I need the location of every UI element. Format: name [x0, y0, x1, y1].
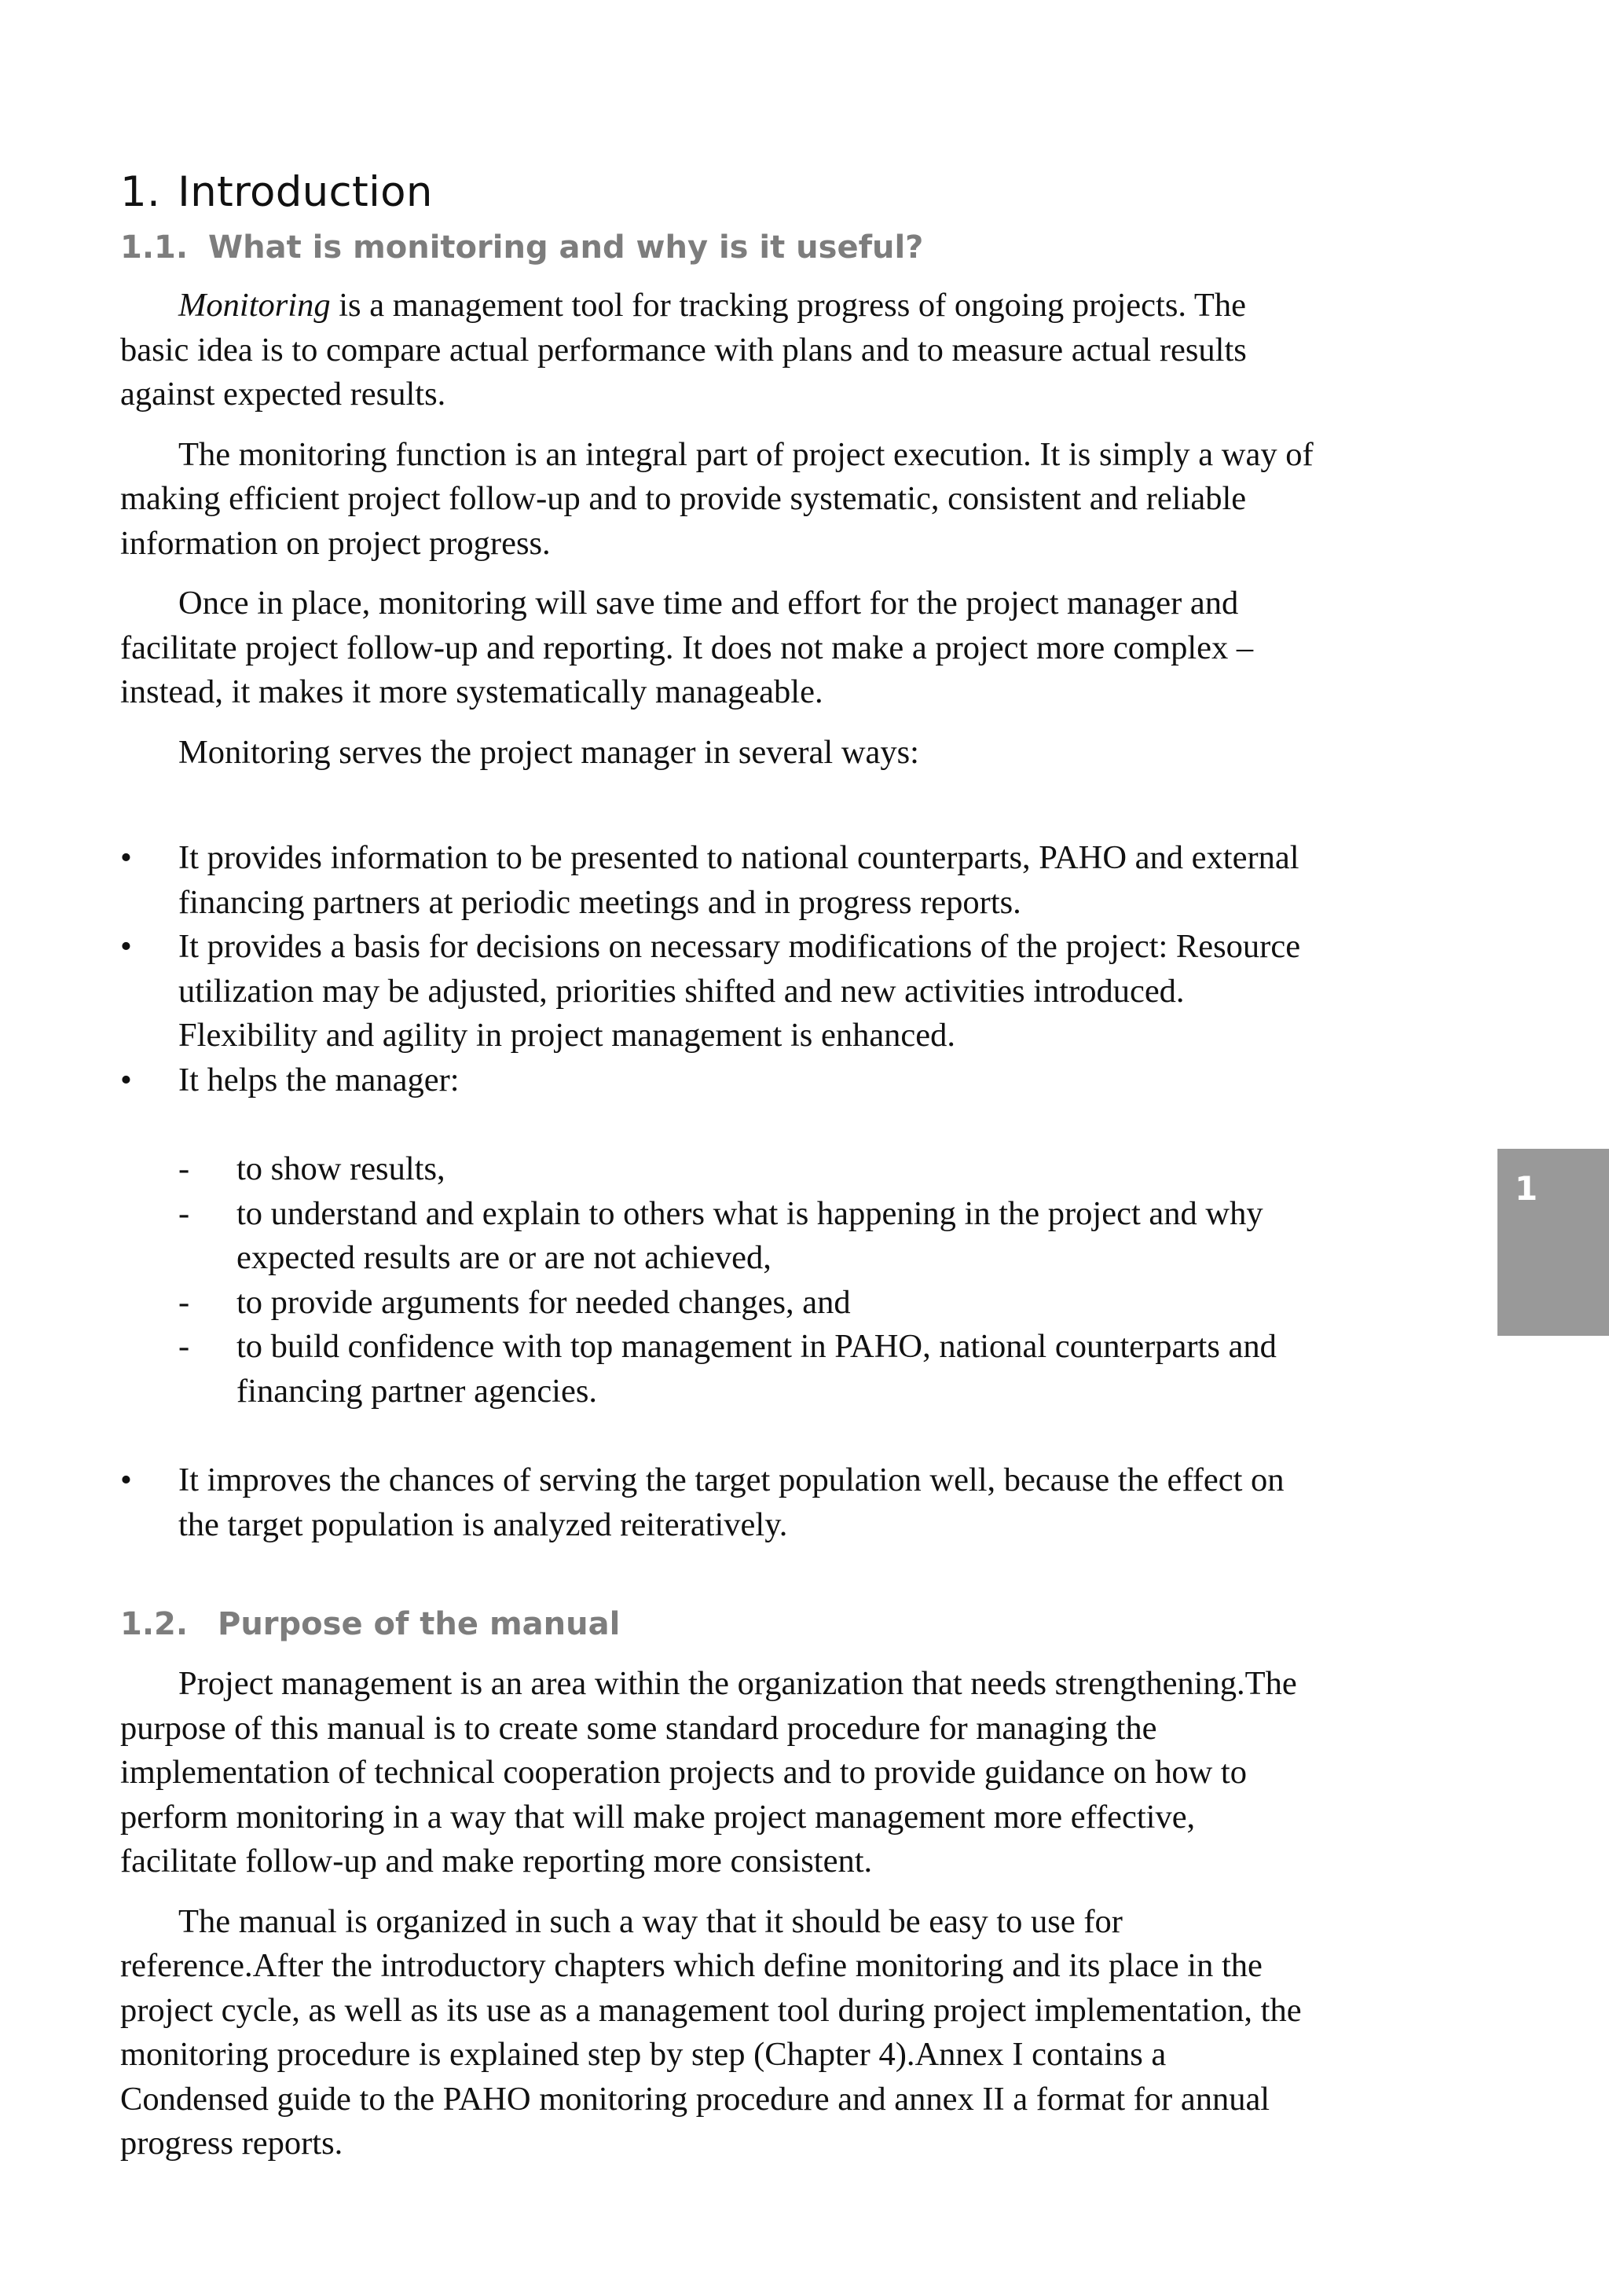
- section-heading-1-2: [120, 1602, 1330, 1646]
- paragraph-serves-manager: Monitoring serves the project manager in several ways:: [178, 733, 919, 771]
- list-item-text: It provides information to be presented to national counterparts, PAHO and external financing partners at periodic meetings and in progress reports.: [178, 839, 1299, 921]
- list-item-text: It helps the manager:: [178, 1061, 460, 1098]
- sub-list-item: [178, 1192, 1336, 1281]
- sub-list-item: [178, 1147, 1336, 1192]
- bullet-list: [120, 836, 1330, 1102]
- dash-mark: -: [178, 1194, 190, 1232]
- list-item-text: It provides a basis for decisions on necessary modifications of the project: Resource utilization may be adjusted, priorities shifted and new activities introduced. Flexibility and agility in project management is enhanced.: [178, 928, 1301, 1054]
- paragraph-monitoring-function: The monitoring function is an integral part of project execution. It is simply a way of making efficient project follow-up and to provide systematic, consistent and reliable information on project progress.: [120, 435, 1314, 562]
- paragraph-text: is a management tool for tracking progress of ongoing projects. The basic idea is to compare actual performance with plans and to measure actual results against expected results.: [120, 287, 1247, 413]
- bullet-mark: •: [120, 928, 132, 965]
- list-item: [120, 1458, 1325, 1547]
- chapter-title: Introduction: [178, 168, 433, 216]
- section-number: 1.2.: [120, 1606, 189, 1642]
- section-title: What is monitoring and why is it useful?: [208, 229, 924, 266]
- emphasis-term: Monitoring: [178, 287, 331, 324]
- list-item: [120, 925, 1325, 1058]
- bullet-list-continued: [120, 1458, 1330, 1547]
- section-title: Purpose of the manual: [218, 1606, 621, 1642]
- list-item-text: It improves the chances of serving the target population well, because the effect on the target population is analyzed reiteratively.: [178, 1462, 1285, 1543]
- sub-list-item-text: to provide arguments for needed changes, and: [236, 1283, 851, 1321]
- paragraph-monitoring-definition: [120, 284, 1314, 417]
- chapter-tab: [1497, 1149, 1609, 1336]
- bullet-mark: •: [120, 1462, 132, 1498]
- sub-list-item-text: to show results,: [236, 1150, 445, 1187]
- sub-list-item-text: to build confidence with top management in PAHO, national counterparts and financing partner agencies.: [236, 1328, 1277, 1410]
- chapter-number: 1.: [120, 168, 161, 216]
- sub-list-item: [178, 1281, 1336, 1326]
- list-item: [120, 836, 1325, 925]
- paragraph-purpose: Project management is an area within the organization that needs strengthening.The purpose of this manual is to create some standard procedure for managing the implementation of technical cooperation projects and to provide guidance on how to perform monitoring in a way that will make project management more effective, facilitate follow-up and make reporting more consistent.: [120, 1665, 1297, 1880]
- section-number: 1.1.: [120, 229, 189, 266]
- sub-list-item: [178, 1325, 1336, 1414]
- bullet-mark: •: [120, 1061, 132, 1098]
- dash-mark: -: [178, 1283, 190, 1321]
- dash-list: [178, 1147, 1330, 1414]
- dash-mark: -: [178, 1150, 190, 1187]
- paragraph-organization: The manual is organized in such a way that it should be easy to use for reference.After the introductory chapters which define monitoring and its place in the project cycle, as well as its use as a management tool during project implementation, the monitoring procedure is explained step by step (Chapter 4).Annex I contains a Condensed guide to the PAHO monitoring procedure and annex II a format for annual progress reports.: [120, 1902, 1302, 2162]
- list-item: [120, 1058, 1325, 1103]
- page-content: [120, 161, 1330, 2166]
- section-heading-1-1: [120, 226, 1330, 270]
- sub-list-item-text: to understand and explain to others what is happening in the project and why expected results are or are not achieved,: [236, 1194, 1263, 1276]
- bullet-mark: •: [120, 839, 132, 876]
- chapter-heading: [120, 161, 1330, 224]
- chapter-tab-number: 1: [1515, 1169, 1538, 1208]
- dash-mark: -: [178, 1328, 190, 1365]
- paragraph-once-in-place: Once in place, monitoring will save time and effort for the project manager and facilitate project follow-up and reporting. It does not make a project more complex – instead, it makes it more systematically manageable.: [120, 585, 1254, 710]
